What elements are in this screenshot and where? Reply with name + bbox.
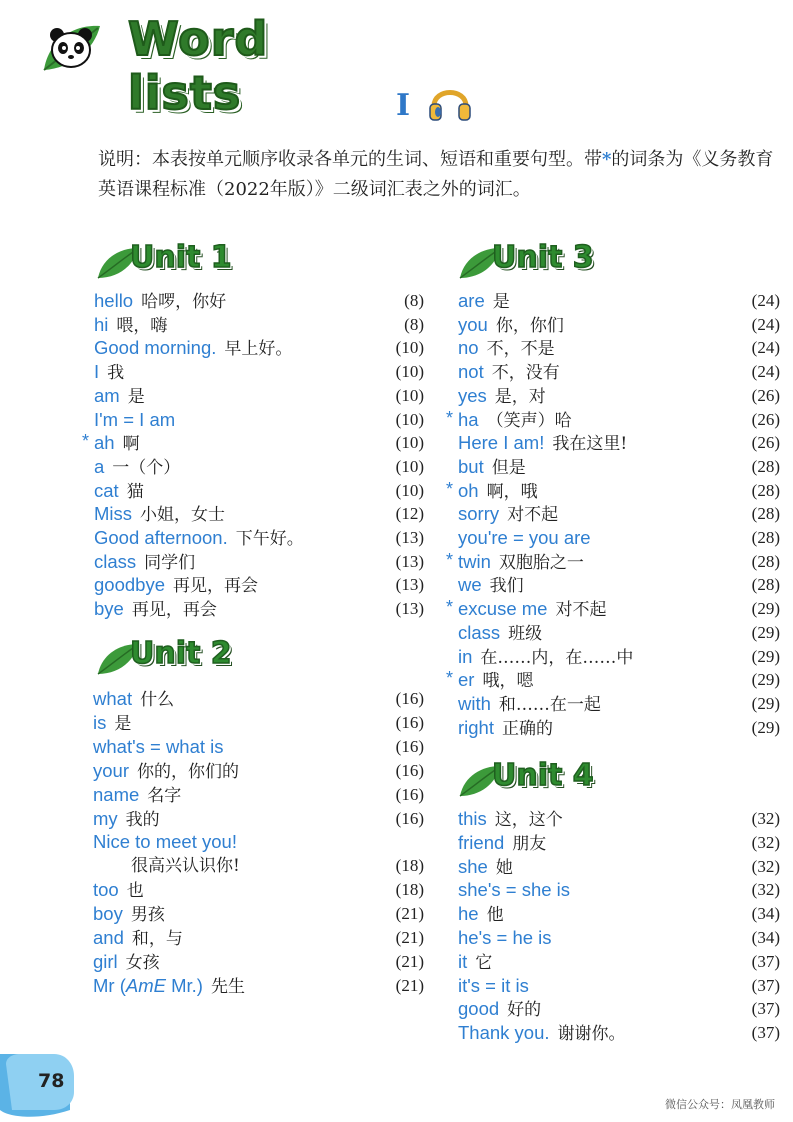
chinese-meaning: 喂，嗨 bbox=[116, 315, 168, 336]
english-text: in bbox=[458, 645, 473, 667]
intro-note bbox=[98, 145, 788, 205]
page-reference: (32) bbox=[751, 832, 780, 852]
panda-icon bbox=[48, 26, 94, 70]
english-term bbox=[93, 808, 118, 829]
english-text: what bbox=[93, 688, 133, 709]
page-reference: (37) bbox=[751, 1023, 780, 1043]
english-text: Mr.) bbox=[165, 974, 203, 996]
english-term bbox=[94, 409, 175, 430]
english-term bbox=[93, 903, 123, 924]
page-reference: (21) bbox=[395, 928, 424, 947]
english-text: name bbox=[93, 783, 140, 805]
chinese-meaning: 对不起 bbox=[507, 505, 559, 526]
page-reference: (32) bbox=[751, 880, 780, 900]
chinese-meaning: 在……内，在……中 bbox=[480, 647, 634, 668]
chinese-meaning: 哦，嗯 bbox=[482, 671, 534, 692]
english-text: he's = he is bbox=[458, 927, 552, 948]
english-text: class bbox=[458, 621, 501, 643]
page-reference: (10) bbox=[395, 480, 424, 500]
english-text: my bbox=[93, 807, 118, 829]
english-term bbox=[93, 760, 129, 781]
english-text: sorry bbox=[458, 503, 500, 525]
section-numeral: I bbox=[396, 88, 411, 123]
english-term bbox=[458, 951, 467, 972]
english-term bbox=[458, 669, 474, 690]
page-reference: (13) bbox=[395, 528, 424, 547]
english-term bbox=[93, 784, 139, 805]
english-text: a bbox=[94, 455, 105, 477]
page-reference: (37) bbox=[751, 975, 780, 995]
english-text: he bbox=[458, 903, 479, 925]
word-entry bbox=[458, 831, 780, 855]
page-reference: (8) bbox=[404, 314, 424, 334]
english-text: Mr ( bbox=[93, 974, 126, 996]
chinese-meaning: 谢谢你。 bbox=[557, 1024, 626, 1045]
word-entry bbox=[446, 478, 780, 503]
english-text: good bbox=[458, 998, 500, 1020]
intro-text-1: 说明：本表按单元顺序收录各单元的生词、短语和重要句型。带 bbox=[98, 149, 602, 170]
word-entry bbox=[458, 621, 780, 645]
page-reference: (28) bbox=[751, 456, 780, 476]
word-entry bbox=[94, 550, 424, 574]
english-text: Thank you. bbox=[458, 1022, 550, 1044]
word-entry bbox=[458, 431, 780, 455]
word-entry bbox=[93, 878, 424, 902]
word-entry bbox=[458, 336, 780, 360]
english-term bbox=[94, 527, 228, 548]
page-reference: (13) bbox=[395, 575, 424, 595]
chinese-meaning: 也 bbox=[126, 881, 144, 902]
page-reference: (37) bbox=[751, 951, 780, 971]
unit-heading bbox=[458, 240, 638, 284]
english-variant-label: AmE bbox=[125, 974, 166, 996]
english-term bbox=[458, 551, 491, 572]
english-text: Good morning. bbox=[94, 337, 217, 359]
english-text: right bbox=[458, 716, 494, 738]
english-term bbox=[94, 480, 119, 501]
watermark: 微信公众号：凤凰教师 bbox=[665, 1098, 775, 1111]
chinese-meaning: 是 bbox=[127, 386, 145, 407]
english-term bbox=[94, 290, 133, 311]
word-entry bbox=[458, 716, 780, 740]
page-reference: (26) bbox=[751, 385, 780, 405]
chinese-meaning: 不，没有 bbox=[491, 363, 560, 384]
word-entry bbox=[458, 997, 780, 1021]
unit-title: Unit 1 bbox=[130, 240, 232, 275]
english-text: boy bbox=[93, 903, 123, 925]
unit-heading bbox=[96, 636, 276, 680]
english-term bbox=[458, 856, 488, 877]
chinese-meaning: 是 bbox=[114, 713, 132, 734]
chinese-meaning: 再见，再会 bbox=[131, 600, 217, 621]
english-term bbox=[458, 1022, 550, 1043]
english-term bbox=[93, 879, 119, 900]
english-term bbox=[94, 551, 136, 572]
page-reference: (29) bbox=[751, 717, 780, 737]
page-title: Word lists bbox=[128, 12, 269, 120]
chinese-meaning: 这，这个 bbox=[494, 810, 563, 830]
chinese-meaning: 啊 bbox=[122, 434, 140, 455]
english-text: not bbox=[458, 361, 484, 383]
page-reference: (13) bbox=[395, 599, 424, 619]
english-text: no bbox=[458, 337, 479, 359]
word-entry bbox=[458, 692, 780, 716]
page-reference: (16) bbox=[395, 760, 424, 780]
page-reference: (24) bbox=[751, 291, 780, 310]
extra-word-star: * bbox=[446, 549, 454, 570]
chinese-meaning: 下午好。 bbox=[235, 529, 304, 549]
page-reference: (18) bbox=[395, 856, 424, 876]
page-reference: (26) bbox=[751, 409, 780, 429]
english-term bbox=[94, 456, 104, 477]
page-reference: (16) bbox=[395, 736, 424, 756]
word-entry bbox=[458, 645, 780, 669]
page-reference: (34) bbox=[751, 904, 780, 924]
english-term bbox=[458, 456, 484, 477]
english-text: are bbox=[458, 290, 485, 311]
english-term bbox=[94, 385, 120, 406]
english-text: this bbox=[458, 808, 487, 829]
english-text: Miss bbox=[94, 503, 133, 525]
chinese-meaning: 猫 bbox=[126, 481, 144, 502]
english-text: girl bbox=[93, 950, 118, 972]
unit-title: Unit 4 bbox=[492, 758, 594, 793]
english-text: oh bbox=[458, 479, 479, 501]
page-reference: (29) bbox=[751, 622, 780, 642]
english-text: we bbox=[458, 574, 482, 596]
page-reference: (10) bbox=[395, 409, 424, 429]
page-reference: (28) bbox=[751, 480, 780, 500]
page-number: 78 bbox=[38, 1070, 65, 1092]
english-term bbox=[93, 927, 124, 948]
word-entry bbox=[446, 668, 780, 692]
chinese-meaning: 同学们 bbox=[144, 552, 196, 573]
unit-title: Unit 2 bbox=[130, 636, 232, 671]
english-text: I'm = I am bbox=[94, 408, 176, 430]
word-entry bbox=[93, 711, 424, 735]
unit-heading bbox=[458, 758, 638, 802]
page-reference: (29) bbox=[751, 670, 780, 690]
english-term bbox=[93, 831, 237, 852]
chinese-meaning: 女孩 bbox=[125, 952, 160, 973]
english-term bbox=[458, 527, 591, 548]
word-entry bbox=[94, 526, 424, 550]
page-reference: (28) bbox=[751, 551, 780, 571]
word-entry bbox=[94, 289, 424, 313]
word-entry bbox=[94, 360, 424, 384]
word-entry bbox=[93, 807, 424, 831]
chinese-meaning: 我在这里! bbox=[552, 434, 628, 455]
word-entry bbox=[458, 289, 780, 313]
word-entry bbox=[94, 384, 424, 408]
chinese-meaning: 什么 bbox=[140, 690, 175, 710]
english-text: your bbox=[93, 759, 129, 781]
chinese-meaning: 它 bbox=[475, 952, 493, 973]
english-term bbox=[458, 432, 544, 453]
page-reference: (24) bbox=[751, 314, 780, 334]
chinese-meaning: 哈啰，你好 bbox=[141, 292, 227, 312]
chinese-meaning: 我的 bbox=[125, 809, 160, 830]
english-text: too bbox=[93, 879, 119, 901]
page-reference: (10) bbox=[395, 433, 424, 453]
english-term bbox=[458, 574, 482, 595]
page-reference: (16) bbox=[395, 689, 424, 708]
english-text: hi bbox=[94, 313, 109, 335]
word-entry bbox=[93, 854, 424, 878]
english-term bbox=[93, 688, 132, 709]
extra-word-star: * bbox=[446, 597, 454, 618]
chinese-meaning: 好的 bbox=[507, 1000, 542, 1021]
word-entry bbox=[93, 783, 424, 807]
english-term bbox=[458, 290, 485, 311]
english-text: goodbye bbox=[94, 574, 165, 596]
english-term bbox=[94, 598, 124, 619]
english-term bbox=[93, 736, 224, 757]
page-reference: (34) bbox=[751, 928, 780, 947]
chinese-meaning: 我 bbox=[107, 363, 125, 384]
page-reference: (26) bbox=[751, 433, 780, 453]
word-entry bbox=[458, 926, 780, 950]
word-entry bbox=[93, 926, 424, 950]
english-term bbox=[458, 693, 491, 714]
word-entry bbox=[458, 974, 780, 998]
english-text: you bbox=[458, 313, 488, 335]
chinese-meaning: 正确的 bbox=[502, 718, 553, 739]
word-entry bbox=[94, 479, 424, 503]
page-reference: (28) bbox=[751, 504, 780, 524]
chinese-meaning: 啊，哦 bbox=[486, 481, 538, 502]
extra-word-star: * bbox=[446, 668, 454, 689]
chinese-meaning: 朋友 bbox=[512, 833, 547, 854]
extra-word-star: * bbox=[82, 431, 90, 452]
english-text: cat bbox=[94, 479, 119, 501]
english-text: it bbox=[458, 950, 468, 972]
english-term bbox=[458, 385, 487, 406]
intro-star: * bbox=[602, 149, 612, 170]
english-text: Here I am! bbox=[458, 432, 545, 454]
page-reference: (29) bbox=[751, 599, 780, 619]
word-entry bbox=[458, 455, 780, 479]
word-entry bbox=[458, 526, 780, 550]
english-text: I bbox=[94, 361, 100, 383]
chinese-meaning: 再见，再会 bbox=[172, 576, 258, 597]
chinese-meaning: 她 bbox=[495, 857, 513, 878]
english-text: but bbox=[458, 455, 484, 477]
word-entry bbox=[94, 573, 424, 597]
word-entry bbox=[446, 407, 780, 432]
english-term bbox=[458, 717, 494, 738]
english-text: am bbox=[94, 384, 120, 406]
unit-heading bbox=[96, 240, 276, 284]
english-term bbox=[458, 808, 487, 829]
word-entry bbox=[458, 807, 780, 831]
extra-word-star: * bbox=[446, 407, 454, 428]
english-text: and bbox=[93, 927, 124, 948]
english-term bbox=[458, 832, 504, 853]
english-term bbox=[94, 503, 132, 524]
word-entry bbox=[458, 878, 780, 902]
page-reference: (10) bbox=[395, 385, 424, 405]
word-entry bbox=[446, 597, 780, 621]
word-entry bbox=[458, 313, 780, 337]
chinese-meaning: 男孩 bbox=[130, 905, 165, 926]
page-header bbox=[38, 10, 398, 120]
english-text: Nice to meet you! bbox=[93, 831, 237, 853]
english-term bbox=[458, 879, 570, 900]
word-entry bbox=[458, 855, 780, 879]
page-reference: (28) bbox=[751, 575, 780, 595]
extra-word-star: * bbox=[446, 478, 454, 499]
english-text: with bbox=[458, 692, 491, 714]
chinese-meaning: 名字 bbox=[147, 785, 182, 806]
chinese-meaning: 但是 bbox=[491, 457, 526, 478]
page-reference: (10) bbox=[395, 338, 424, 358]
english-term bbox=[458, 622, 500, 643]
word-entry bbox=[93, 759, 424, 783]
chinese-meaning: 我们 bbox=[489, 576, 524, 597]
english-term bbox=[94, 432, 115, 453]
chinese-meaning: （笑声）哈 bbox=[486, 410, 572, 431]
word-entry bbox=[93, 974, 424, 998]
word-entry bbox=[458, 1021, 780, 1045]
english-text: hello bbox=[94, 290, 134, 311]
word-entry bbox=[93, 687, 424, 711]
english-term bbox=[458, 314, 488, 335]
chinese-meaning: 是，对 bbox=[494, 386, 546, 407]
chinese-meaning: 双胞胎之一 bbox=[498, 552, 584, 573]
chinese-meaning: 他 bbox=[486, 905, 504, 926]
word-entry bbox=[458, 902, 780, 926]
word-entry bbox=[458, 502, 780, 526]
word-entry bbox=[94, 455, 424, 479]
english-term bbox=[458, 975, 529, 996]
chinese-meaning: 先生 bbox=[210, 976, 245, 997]
page-reference: (28) bbox=[751, 528, 780, 547]
page-reference: (16) bbox=[395, 712, 424, 732]
chinese-meaning: 一（个） bbox=[112, 457, 181, 478]
intro-text-2: 的词条为《义务教育英语课程标准（2022年版）》二级词汇表之外的词汇。 bbox=[98, 149, 774, 200]
page-reference: (32) bbox=[751, 856, 780, 876]
english-text: you're = you are bbox=[458, 527, 591, 548]
english-text: friend bbox=[458, 831, 505, 853]
english-text: class bbox=[94, 550, 137, 572]
english-term bbox=[458, 337, 479, 358]
page-reference: (10) bbox=[395, 362, 424, 382]
english-term bbox=[94, 361, 99, 382]
word-entry bbox=[458, 360, 780, 384]
english-text: bye bbox=[94, 598, 124, 620]
word-entry bbox=[93, 735, 424, 759]
english-text: it's = it is bbox=[458, 974, 529, 996]
page-reference: (29) bbox=[751, 693, 780, 713]
page-reference: (16) bbox=[395, 784, 424, 804]
english-text: er bbox=[458, 669, 475, 691]
english-term bbox=[93, 712, 106, 733]
chinese-meaning: 很高兴认识你! bbox=[131, 856, 240, 877]
english-text: is bbox=[93, 711, 107, 733]
page-reference: (32) bbox=[751, 809, 780, 828]
english-text: ha bbox=[458, 408, 479, 430]
word-entry bbox=[458, 950, 780, 974]
english-term bbox=[93, 975, 203, 996]
word-entry bbox=[94, 408, 424, 432]
word-entry bbox=[94, 597, 424, 621]
page-reference: (13) bbox=[395, 551, 424, 571]
word-entry bbox=[94, 502, 424, 526]
english-term bbox=[94, 337, 216, 358]
page-reference: (24) bbox=[751, 362, 780, 382]
english-term bbox=[458, 361, 484, 382]
page-reference: (24) bbox=[751, 338, 780, 358]
page-reference: (21) bbox=[395, 975, 424, 995]
page-reference: (21) bbox=[395, 904, 424, 924]
unit-title: Unit 3 bbox=[492, 240, 594, 275]
english-term bbox=[458, 903, 479, 924]
chinese-meaning: 小姐，女士 bbox=[140, 505, 226, 526]
english-text: she's = she is bbox=[458, 879, 571, 901]
english-term bbox=[94, 314, 108, 335]
word-entry bbox=[458, 573, 780, 597]
page-reference: (18) bbox=[395, 880, 424, 900]
english-text: what's = what is bbox=[93, 735, 224, 757]
word-entry bbox=[93, 830, 424, 854]
chinese-meaning: 是 bbox=[492, 292, 510, 312]
word-entry bbox=[94, 313, 424, 337]
page-reference: (16) bbox=[395, 808, 424, 828]
word-entry bbox=[93, 902, 424, 926]
english-text: yes bbox=[458, 384, 487, 406]
page-reference: (37) bbox=[751, 999, 780, 1019]
english-term bbox=[93, 951, 118, 972]
english-term bbox=[458, 503, 499, 524]
chinese-meaning: 你的，你们的 bbox=[137, 761, 239, 782]
page-reference: (10) bbox=[395, 456, 424, 476]
page-reference: (21) bbox=[395, 951, 424, 971]
english-term bbox=[458, 927, 552, 948]
english-text: she bbox=[458, 855, 488, 877]
chinese-meaning: 和……在一起 bbox=[498, 694, 601, 715]
page-reference: (29) bbox=[751, 646, 780, 666]
chinese-meaning: 和，与 bbox=[131, 929, 183, 949]
english-term bbox=[458, 998, 499, 1019]
page-reference: (12) bbox=[395, 504, 424, 524]
english-text: excuse me bbox=[458, 598, 548, 620]
english-text: Good afternoon. bbox=[94, 527, 228, 548]
chinese-meaning: 早上好。 bbox=[224, 339, 293, 360]
word-entry bbox=[458, 384, 780, 408]
english-term bbox=[458, 480, 479, 501]
english-term bbox=[458, 409, 479, 430]
english-term bbox=[94, 574, 165, 595]
chinese-meaning: 你，你们 bbox=[495, 315, 564, 336]
english-text: ah bbox=[94, 432, 115, 454]
chinese-meaning: 对不起 bbox=[555, 600, 607, 621]
chinese-meaning: 班级 bbox=[508, 623, 543, 644]
english-term bbox=[458, 646, 472, 667]
headphones-icon bbox=[428, 80, 472, 124]
english-term bbox=[458, 598, 547, 619]
word-entry bbox=[446, 549, 780, 574]
word-entry bbox=[94, 336, 424, 360]
page-reference: (8) bbox=[404, 291, 424, 310]
word-entry bbox=[93, 950, 424, 974]
chinese-meaning: 不，不是 bbox=[486, 339, 555, 360]
word-entry bbox=[82, 431, 424, 455]
english-text: twin bbox=[458, 550, 491, 572]
